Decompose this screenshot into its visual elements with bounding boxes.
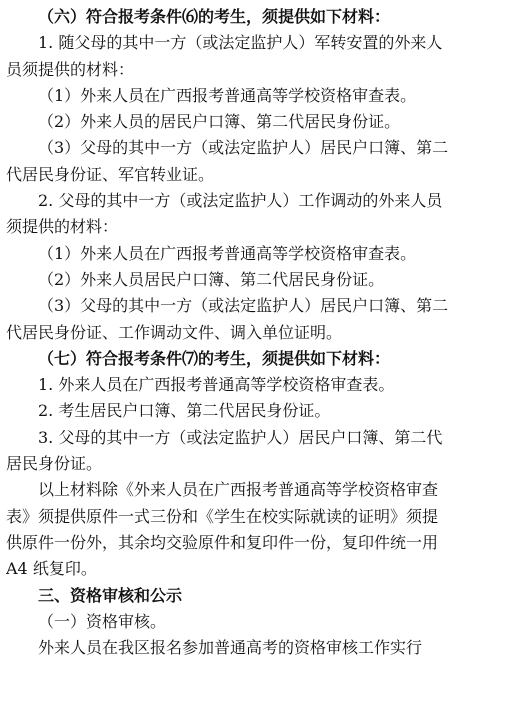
section-heading: 三、资格审核和公示 <box>38 585 183 605</box>
text-line: 代居民身份证、工作调动文件、调入单位证明。 <box>6 322 343 342</box>
text-line: 2. 考生居民户口簿、第二代居民身份证。 <box>38 401 331 421</box>
text-line: 供原件一份外，其余均交验原件和复印件一份，复印件统一用 <box>6 532 439 552</box>
text-line: （3）父母的其中一方（或法定监护人）居民户口簿、第二 <box>38 138 449 158</box>
text-line: （2）外来人员的居民户口簿、第二代居民身份证。 <box>38 112 401 132</box>
text-line: （一）资格审核。 <box>38 611 167 631</box>
text-line: （2）外来人员居民户口簿、第二代居民身份证。 <box>38 269 385 289</box>
text-line: （3）父母的其中一方（或法定监护人）居民户口簿、第二 <box>38 296 449 316</box>
text-line: （1）外来人员在广西报考普通高等学校资格审查表。 <box>38 243 417 263</box>
text-line: 2. 父母的其中一方（或法定监护人）工作调动的外来人员 <box>38 191 443 211</box>
section-heading: （七）符合报考条件⑺的考生，须提供如下材料： <box>38 348 391 368</box>
text-line: 1. 外来人员在广西报考普通高等学校资格审查表。 <box>38 375 395 395</box>
text-line: 员须提供的材料： <box>6 59 135 79</box>
text-line: 代居民身份证、军官转业证。 <box>6 164 215 184</box>
section-heading: （六）符合报考条件⑹的考生，须提供如下材料： <box>38 7 391 26</box>
text-line: 1. 随父母的其中一方（或法定监护人）军转安置的外来人 <box>38 33 443 53</box>
text-line: 3. 父母的其中一方（或法定监护人）居民户口簿、第二代 <box>38 427 443 447</box>
text-line: 表》须提供原件一式三份和《学生在校实际就读的证明》须提 <box>6 506 439 526</box>
text-line: A4 纸复印。 <box>6 559 97 579</box>
text-line: 外来人员在我区报名参加普通高考的资格审核工作实行 <box>38 638 423 658</box>
text-line: 须提供的材料： <box>6 217 119 237</box>
text-line: 以上材料除《外来人员在广西报考普通高等学校资格审查 <box>38 480 439 500</box>
text-line: （1）外来人员在广西报考普通高等学校资格审查表。 <box>38 85 417 105</box>
text-line: 居民身份证。 <box>6 454 103 474</box>
